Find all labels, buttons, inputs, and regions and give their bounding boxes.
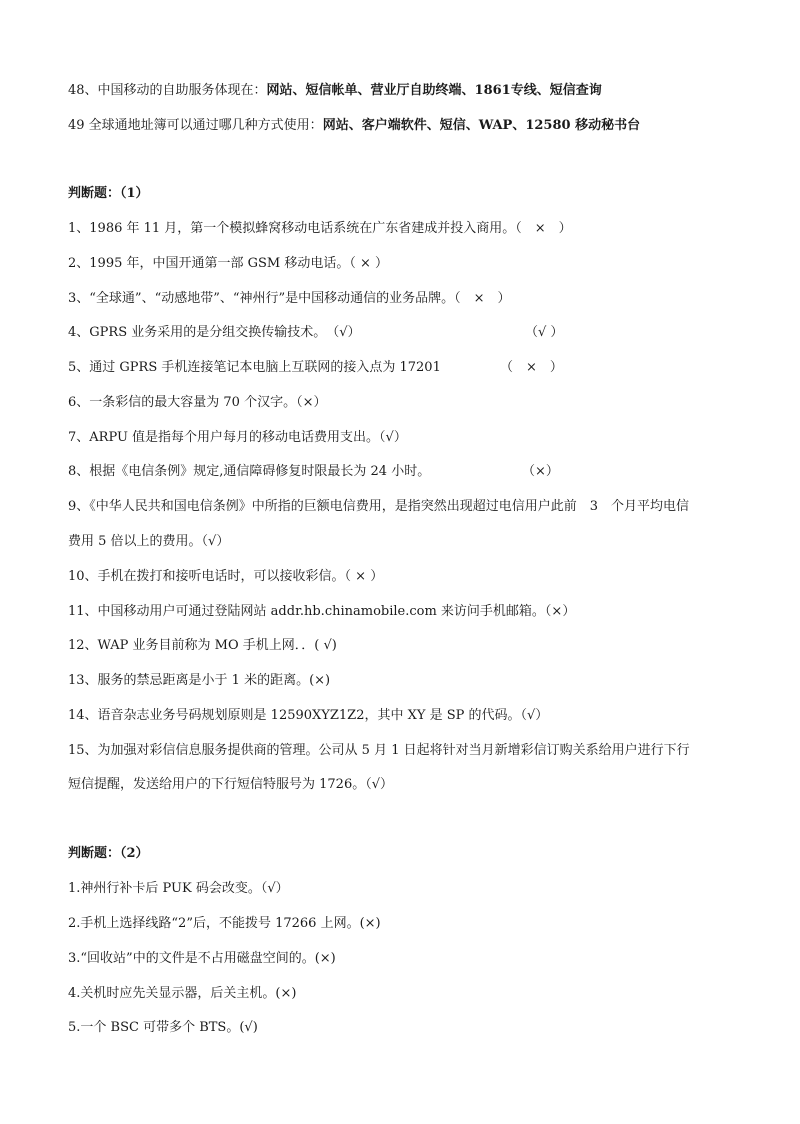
question-49 (68, 117, 640, 135)
s1-item-8-mark: （×） (522, 464, 559, 479)
s1-item-11: 11、中国移动用户可通过登陆网站 addr.hb.chinamobile.com 来访问手机邮箱。（×） (68, 604, 576, 619)
s2-item-4: 4.关机时应先关显示器，后关主机。(×) (68, 986, 297, 1001)
s1-item-9-continued: 费用 5 倍以上的费用。（√） (68, 534, 230, 549)
s1-item-10: 10、手机在拨打和接听电话时，可以接收彩信。（ × ） (68, 569, 384, 584)
s1-item-3: 3、“全球通”、“动感地带”、“神州行”是中国移动通信的业务品牌。（ × ） (68, 291, 511, 306)
s1-item-9: 9、《中华人民共和国电信条例》中所指的巨额电信费用，是指突然出现超过电信用户此前 3 个月平均电信 (68, 499, 690, 514)
s1-item-1: 1、1986 年 11 月，第一个模拟蜂窝移动电话系统在广东省建成并投入商用。（ × ） (68, 221, 572, 236)
s1-item-14: 14、语音杂志业务号码规划原则是 12590XYZ1Z2，其中 XY 是 SP 的代码。（√） (68, 708, 549, 723)
section-2-title: 判断题：（2） (68, 846, 149, 861)
s2-item-1: 1.神州行补卡后 PUK 码会改变。（√） (68, 881, 289, 896)
s2-item-2: 2.手机上选择线路“2”后，不能拨号 17266 上网。(×) (68, 916, 381, 931)
s1-item-15: 15、为加强对彩信信息服务提供商的管理。公司从 5 月 1 日起将针对当月新增彩信订购关系给用户进行下行 (68, 743, 690, 758)
s1-item-7: 7、ARPU 值是指每个用户每月的移动电话费用支出。（√） (68, 430, 407, 445)
question-48-answer: 网站、短信帐单、营业厅自助终端、1861专线、短信查询 (266, 83, 602, 98)
s1-item-13: 13、服务的禁忌距离是小于 1 米的距离。(×) (68, 673, 331, 688)
s2-item-5: 5.一个 BSC 可带多个 BTS。(√) (68, 1020, 258, 1035)
s1-item-5-mark: （ × ） (500, 360, 563, 375)
s1-item-12: 12、WAP 业务目前称为 MO 手机上网．．( √) (68, 638, 337, 653)
s1-item-2: 2、1995 年，中国开通第一部 GSM 移动电话。（ × ） (68, 256, 389, 271)
s1-item-6: 6、一条彩信的最大容量为 70 个汉字。（×） (68, 395, 327, 410)
s1-item-5: 5、通过 GPRS 手机连接笔记本电脑上互联网的接入点为 17201 (68, 360, 441, 375)
s1-item-8: 8、根据《电信条例》规定,通信障碍修复时限最长为 24 小时。 (68, 464, 431, 479)
s1-item-15-continued: 短信提醒，发送给用户的下行短信特服号为 1726。（√） (68, 777, 394, 792)
s2-item-3: 3.“回收站”中的文件是不占用磁盘空间的。(×) (68, 951, 336, 966)
question-48-prefix: 48、中国移动的自助服务体现在： (68, 83, 267, 98)
question-48 (68, 82, 602, 100)
s1-item-4: 4、GPRS 业务采用的是分组交换传输技术。 （√） (68, 325, 361, 340)
question-49-answer: 网站、客户端软件、短信、WAP、12580 移动秘书台 (322, 118, 641, 133)
section-1-title: 判断题：（1） (68, 186, 149, 201)
question-49-prefix: 49 全球通地址簿可以通过哪几种方式使用： (68, 118, 323, 133)
s1-item-4-mark: （√ ） (525, 325, 564, 340)
